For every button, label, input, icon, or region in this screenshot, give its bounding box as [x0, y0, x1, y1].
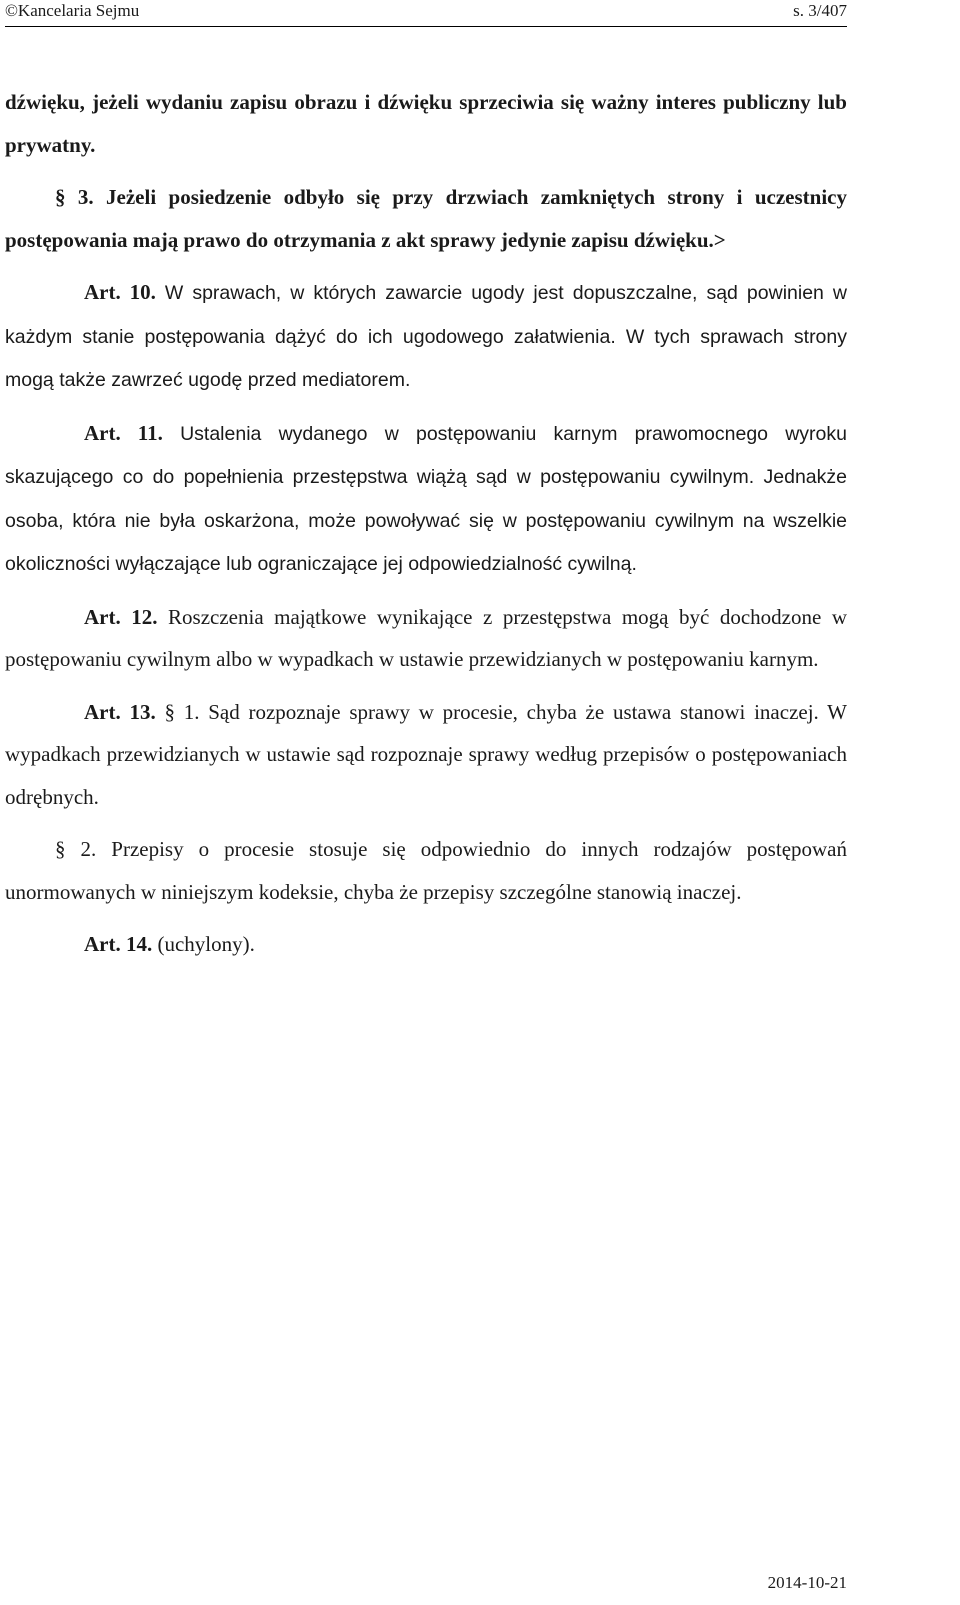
article-12: [5, 596, 847, 681]
article-label: Art. 13.: [84, 699, 156, 724]
document-body: [5, 81, 847, 976]
section-label: § 3.: [55, 185, 94, 209]
article-13-section-2: [5, 828, 847, 913]
article-label: Art. 10.: [84, 280, 156, 304]
section-text: Przepisy o procesie stosuje się odpowiednio do innych rodzajów postępowań unormowanych w niniejszym kodeksie, chyba że przepisy szczególne stanowią inaczej.: [5, 837, 847, 904]
article-label: Art. 12.: [84, 604, 158, 629]
article-11: [5, 412, 847, 586]
section-text: Jeżeli posiedzenie odbyło się przy drzwiach zamkniętych strony i uczestnicy postępowania mają prawo do otrzymania z akt sprawy jedynie zapisu dźwięku.>: [5, 185, 848, 252]
section-3: [5, 176, 847, 261]
header-publisher: ©Kancelaria Sejmu: [5, 1, 140, 20]
article-text: Roszczenia majątkowe wynikające z przestępstwa mogą być dochodzone w postępowaniu cywilnym albo w wypadkach w ustawie przewidzianych w postępowaniu karnym.: [5, 604, 848, 671]
article-text: W sprawach, w których zawarcie ugody jest dopuszczalne, sąd powinien w każdym stanie postępowania dążyć do ich ugodowego załatwienia. W tych sprawach strony mogą także zawrzeć ugodę przed mediatorem.: [5, 282, 848, 391]
paragraph-text: dźwięku, jeżeli wydaniu zapisu obrazu i dźwięku sprzeciwia się ważny interes publiczny lub prywatny.: [5, 90, 847, 157]
page-header: [5, 0, 847, 27]
article-13: [5, 691, 847, 819]
article-text: § 1. Sąd rozpoznaje sprawy w procesie, chyba że ustawa stanowi inaczej. W wypadkach przewidzianych w ustawie sąd rozpoznaje sprawy według przepisów o postępowaniach odrębnych.: [5, 699, 847, 809]
article-label: Art. 14.: [84, 932, 153, 956]
article-text: (uchylony).: [152, 932, 255, 956]
article-label: Art. 11.: [84, 420, 163, 445]
article-text: Ustalenia wydanego w postępowaniu karnym prawomocnego wyroku skazującego co do popełnienia przestępstwa wiążą sąd w postępowaniu cywilnym. Jednakże osoba, która nie była oskarżona, może powoływać się w postępowaniu cywilnym na wszelkie okoliczności wyłączające lub ograniczające jej odpowiedzialność cywilną.: [5, 422, 847, 575]
article-10: [5, 271, 847, 402]
page-footer-date: 2014-10-21: [767, 1573, 847, 1592]
section-label: § 2.: [55, 837, 97, 861]
header-page-number: s. 3/407: [793, 1, 847, 20]
article-14: [5, 923, 847, 966]
paragraph-continuation: [5, 81, 847, 166]
